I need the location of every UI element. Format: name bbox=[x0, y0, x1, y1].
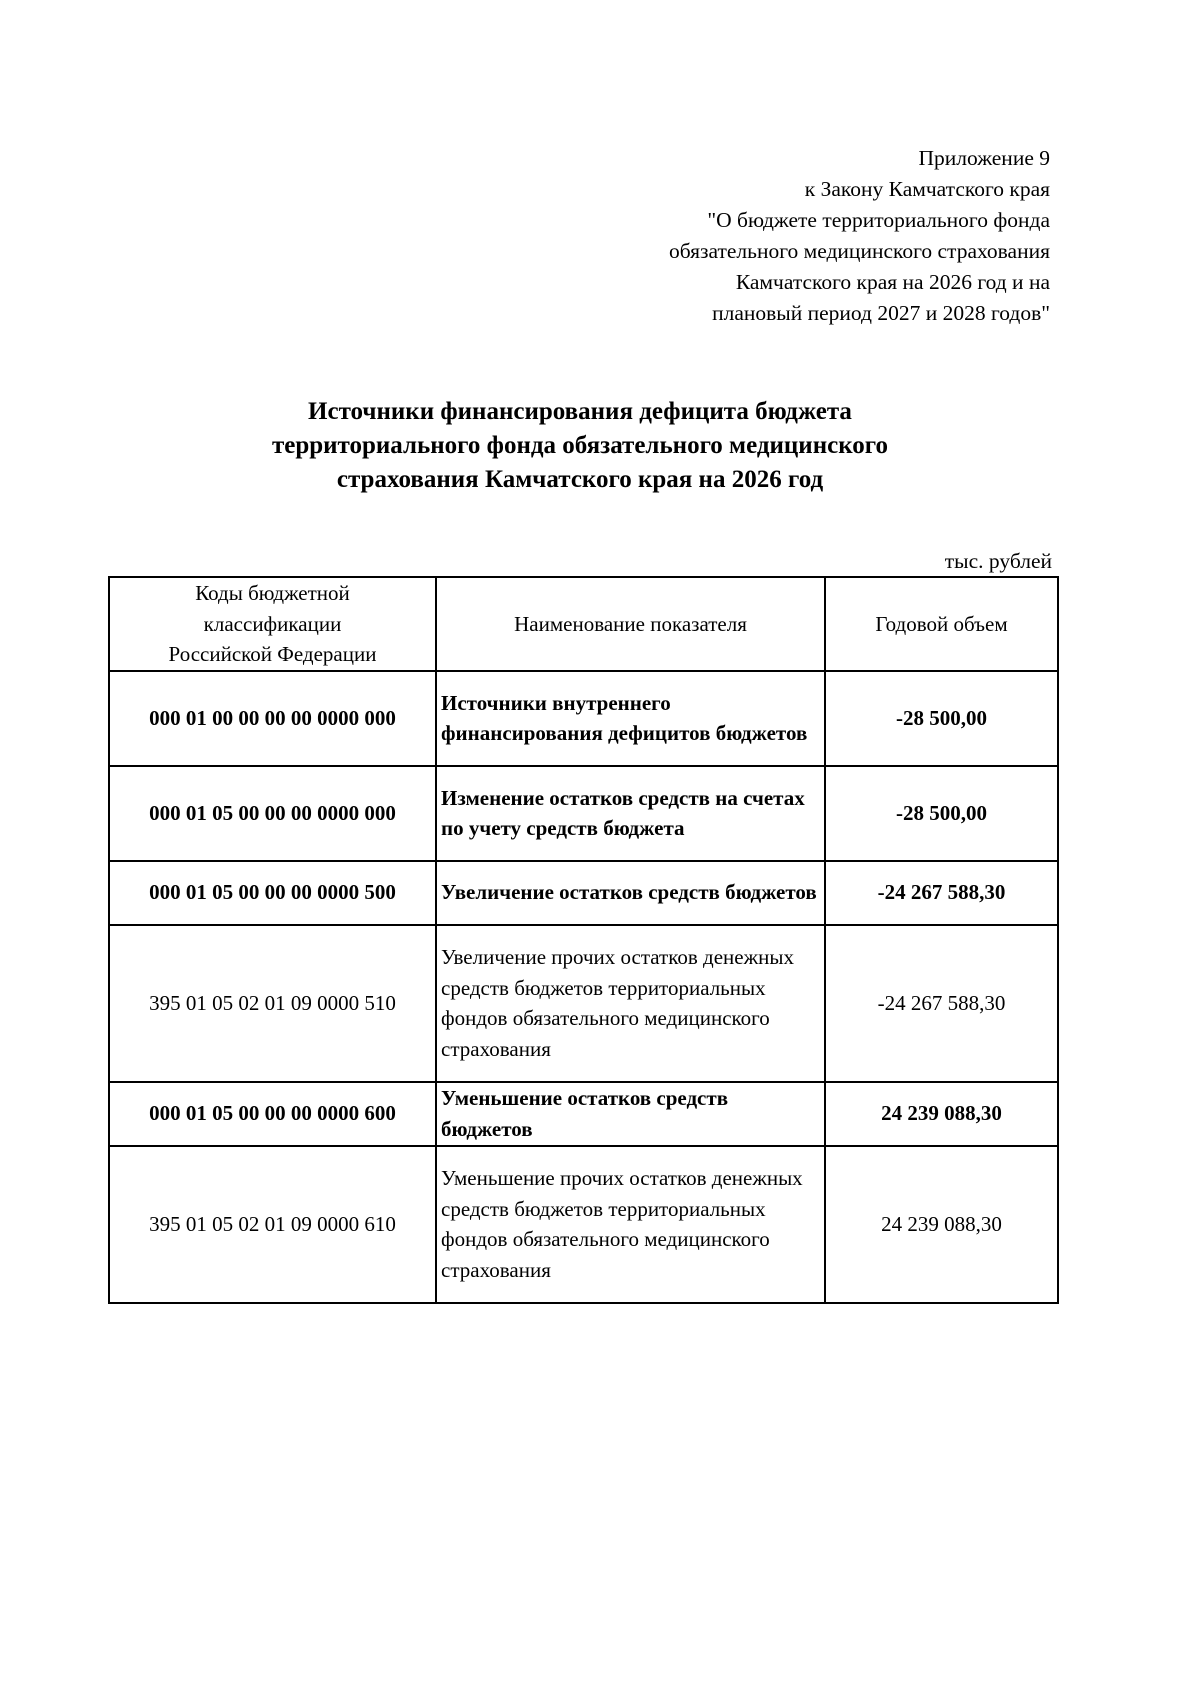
title-line: территориального фонда обязательного медицинского bbox=[271, 432, 889, 459]
row-volume: 24 239 088,30 bbox=[825, 1146, 1058, 1303]
appendix-line: Приложение 9 bbox=[918, 146, 1050, 170]
table-row bbox=[109, 1146, 1058, 1303]
table-header-row bbox=[109, 577, 1058, 671]
row-name: Увеличение прочих остатков денежных средств бюджетов территориальных фондов обязательного медицинского страхования bbox=[436, 925, 825, 1082]
row-volume: -24 267 588,30 bbox=[825, 861, 1058, 925]
table-row bbox=[109, 925, 1058, 1082]
title-line: Источники финансирования дефицита бюджета bbox=[308, 398, 852, 425]
appendix-line: обязательного медицинского страхования bbox=[668, 239, 1050, 263]
table-row bbox=[109, 671, 1058, 766]
appendix-line: "О бюджете территориального фонда bbox=[707, 208, 1050, 232]
row-code: 000 01 05 00 00 00 0000 500 bbox=[109, 861, 436, 925]
row-name: Увеличение остатков средств бюджетов bbox=[436, 861, 825, 925]
row-volume: 24 239 088,30 bbox=[825, 1082, 1058, 1146]
row-code: 000 01 00 00 00 00 0000 000 bbox=[109, 671, 436, 766]
row-volume: -28 500,00 bbox=[825, 671, 1058, 766]
row-code: 000 01 05 00 00 00 0000 000 bbox=[109, 766, 436, 861]
row-name: Уменьшение прочих остатков денежных средств бюджетов территориальных фондов обязательного медицинского страхования bbox=[436, 1146, 825, 1303]
appendix-line: Камчатского края на 2026 год и на bbox=[735, 270, 1050, 294]
title-line: страхования Камчатского края на 2026 год bbox=[336, 466, 824, 493]
row-code: 000 01 05 00 00 00 0000 600 bbox=[109, 1082, 436, 1146]
row-name: Изменение остатков средств на счетах по учету средств бюджета bbox=[436, 766, 825, 861]
appendix-line: плановый период 2027 и 2028 годов" bbox=[712, 301, 1050, 325]
units-label: тыс. рублей bbox=[944, 549, 1052, 573]
budget-sources-table bbox=[108, 576, 1059, 1304]
row-name: Источники внутреннего финансирования дефицитов бюджетов bbox=[436, 671, 825, 766]
header-code bbox=[109, 577, 436, 671]
document-title bbox=[110, 395, 1050, 497]
row-volume: -28 500,00 bbox=[825, 766, 1058, 861]
row-name: Уменьшение остатков средств бюджетов bbox=[436, 1082, 825, 1146]
row-code: 395 01 05 02 01 09 0000 510 bbox=[109, 925, 436, 1082]
table-row bbox=[109, 766, 1058, 861]
appendix-reference bbox=[350, 143, 1050, 329]
header-name: Наименование показателя bbox=[436, 577, 825, 671]
table-row bbox=[109, 861, 1058, 925]
row-code: 395 01 05 02 01 09 0000 610 bbox=[109, 1146, 436, 1303]
table-row bbox=[109, 1082, 1058, 1146]
appendix-line: к Закону Камчатского края bbox=[804, 177, 1050, 201]
header-volume: Годовой объем bbox=[825, 577, 1058, 671]
header-code-text: Коды бюджетной классификации Российской Федерации bbox=[168, 581, 377, 666]
row-volume: -24 267 588,30 bbox=[825, 925, 1058, 1082]
